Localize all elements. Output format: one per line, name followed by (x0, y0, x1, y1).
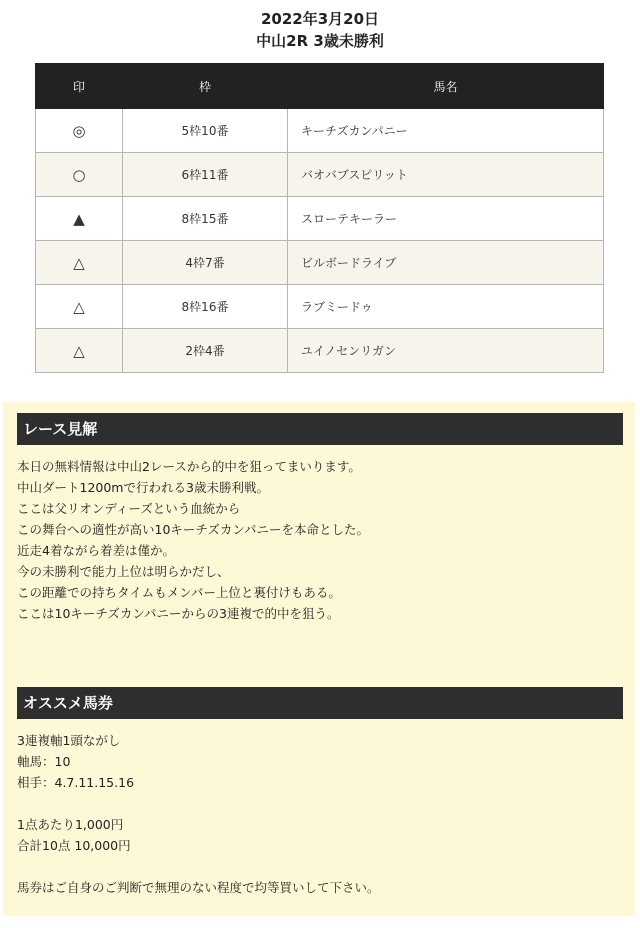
table-row (36, 109, 604, 153)
frame-number: 4枠7番 (123, 241, 288, 285)
race-header (0, 0, 640, 52)
analysis-line: ここは父リオンディーズという血統から (17, 501, 241, 516)
analysis-line: 近走4着ながら着差は僅か。 (17, 543, 175, 558)
ticket-line (17, 856, 380, 877)
prediction-mark: ▲ (36, 197, 123, 241)
ticket-line: 馬券はご自身のご判断で無理のない程度で均等買いして下さい。 (17, 880, 380, 895)
prediction-mark: △ (36, 285, 123, 329)
analysis-line: 今の未勝利で能力上位は明らかだし、 (17, 564, 230, 579)
table-row (36, 197, 604, 241)
table-row (36, 153, 604, 197)
recommended-tickets-text (17, 730, 380, 898)
analysis-line: この舞台への適性が高い10キーチズカンパニーを本命とした。 (17, 522, 370, 537)
horse-name: ラブミードゥ (288, 285, 604, 329)
analysis-line: 本日の無料情報は中山2レースから的中を狙ってまいります。 (17, 459, 361, 474)
table-row (36, 285, 604, 329)
horse-name: キーチズカンパニー (288, 109, 604, 153)
analysis-line: 中山ダート1200mで行われる3歳未勝利戦。 (17, 480, 269, 495)
column-header-frame: 枠 (123, 64, 288, 109)
ticket-line: 3連複軸1頭ながし (17, 733, 121, 748)
race-analysis-heading: レース見解 (17, 413, 623, 445)
ticket-line: 軸馬：10 (17, 754, 71, 769)
frame-number: 6枠11番 (123, 153, 288, 197)
ticket-line: 相手：4.7.11.15.16 (17, 775, 135, 790)
horse-name: スローテキーラー (288, 197, 604, 241)
info-panel (3, 402, 635, 916)
race-date: 2022年3月20日 (260, 10, 380, 28)
prediction-mark: △ (36, 241, 123, 285)
column-header-mark: 印 (36, 64, 123, 109)
prediction-mark: △ (36, 329, 123, 373)
table-row (36, 329, 604, 373)
analysis-line: ここは10キーチズカンパニーからの3連複で的中を狙う。 (17, 606, 340, 621)
race-analysis-text (17, 456, 369, 624)
recommended-tickets-heading: オススメ馬券 (17, 687, 623, 719)
table-header-row (36, 64, 604, 109)
prediction-mark: ◎ (36, 109, 123, 153)
horse-name: バオバブスピリット (288, 153, 604, 197)
frame-number: 5枠10番 (123, 109, 288, 153)
ticket-line (17, 793, 380, 814)
frame-number: 2枠4番 (123, 329, 288, 373)
frame-number: 8枠15番 (123, 197, 288, 241)
prediction-mark: ○ (36, 153, 123, 197)
race-title: 中山2R 3歳未勝利 (256, 32, 384, 50)
ticket-line: 合計10点 10,000円 (17, 838, 131, 853)
horse-name: ビルボードライブ (288, 241, 604, 285)
prediction-table (35, 63, 604, 373)
ticket-line: 1点あたり1,000円 (17, 817, 124, 832)
frame-number: 8枠16番 (123, 285, 288, 329)
analysis-line: この距離での持ちタイムもメンバー上位と裏付けもある。 (17, 585, 341, 600)
horse-name: ユイノセンリガン (288, 329, 604, 373)
table-row (36, 241, 604, 285)
column-header-horse: 馬名 (288, 64, 604, 109)
